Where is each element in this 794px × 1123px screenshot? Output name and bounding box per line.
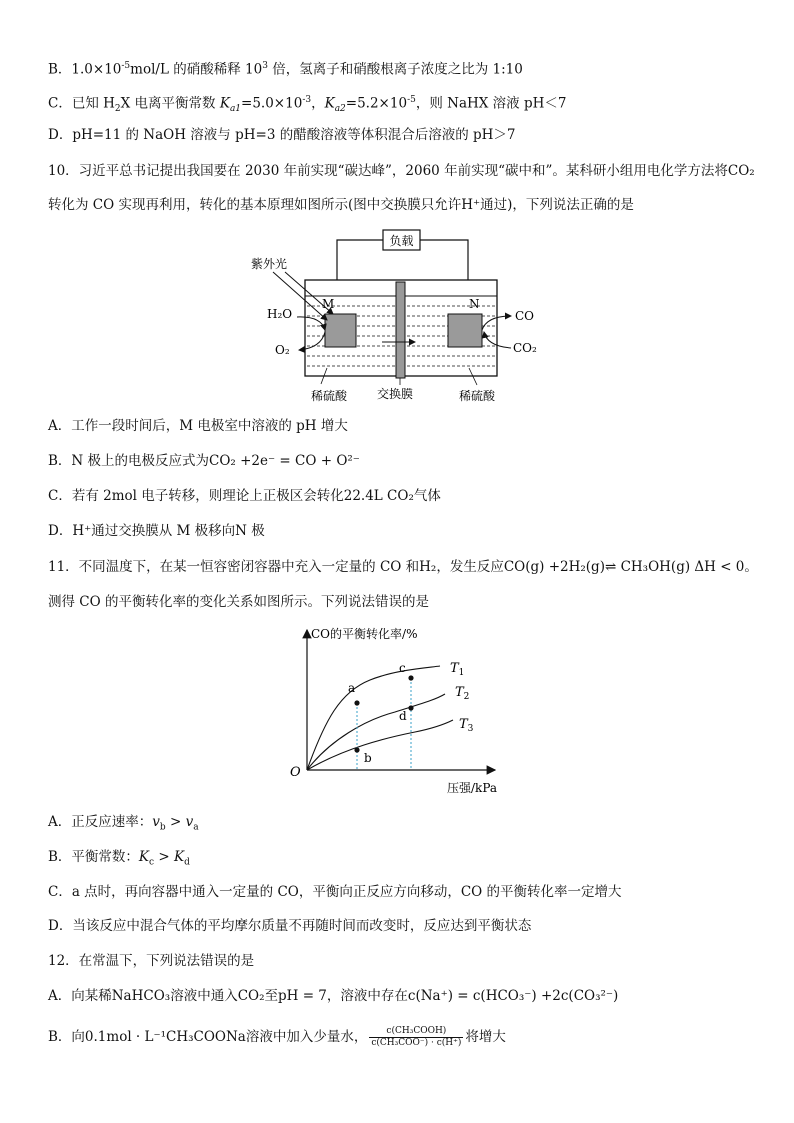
acid-right-label: 稀硫酸 [459,389,496,403]
q11-stem-line1: 11．不同温度下，在某一恒容密闭容器中充入一定量的 CO 和H₂，发生反应CO(g) +2H₂(g)⇌ CH₃OH(g) ΔH < 0。 [48,559,758,575]
electrode-m-label: M [322,297,335,311]
q10-option-a: A．工作一段时间后，M 电极室中溶液的 pH 增大 [48,418,348,434]
q11-option-a: A．正反应速率：$v_b > v_a$ [48,814,199,833]
q10-option-d: D．H⁺通过交换膜从 M 极移向N 极 [48,523,265,539]
co2-label: CO₂ [513,341,537,355]
y-axis-label: CO的平衡转化率/% [311,627,418,641]
o2-label: O₂ [275,343,290,357]
conversion-pressure-graph [285,620,515,805]
uv-light-label: 紫外光 [251,257,288,271]
acid-left-label: 稀硫酸 [311,389,348,403]
fraction: $\frac{\text{c(CH₃COOH)}}{\text{c(CH₃COO⁻) · c(H⁺)}}$ [371,1026,462,1048]
h2o-label: H₂O [267,307,293,321]
point-b-label: b [364,751,372,765]
q11-option-b: B．平衡常数：$K_c > K_d$ [48,849,190,868]
q12-option-b: B．向0.1mol · L⁻¹CH₃COONa溶液中加入少量水， $\frac{\text{c(CH₃COOH)}}{\text{c(CH₃COO⁻) · c(H⁺)}}$ 将增大 [48,1026,506,1048]
q11-stem-line2: 测得 CO 的平衡转化率的变化关系如图所示。下列说法错误的是 [48,594,429,610]
point-d-label: d [399,709,407,723]
point-d [408,705,413,710]
q12-stem: 12．在常温下，下列说法错误的是 [48,953,255,969]
q10-stem-line2: 转化为 CO 实现再利用，转化的基本原理如图所示(图中交换膜只允许H⁺通过)，下列说法正确的是 [48,197,634,213]
point-c-label: c [399,661,406,675]
q11-option-d: D．当该反应中混合气体的平均摩尔质量不再随时间而改变时，反应达到平衡状态 [48,918,532,934]
curve-t2 [307,694,445,770]
electrode-n-label: N [469,297,480,311]
q9-option-b: B．$1.0\times 10^{-5}mol/L$ 的硝酸稀释 $10^3$ 倍，氢离子和硝酸根离子浓度之比为 1:10 [48,61,523,78]
q9-option-d: D．pH=11 的 NaOH 溶液与 pH=3 的醋酸溶液等体积混合后溶液的 pH＞7 [48,127,516,143]
q9-option-c: C．已知 $H_2X$ 电离平衡常数 $K_{a1}=5.0\times 10^{-3}$，$K_{a2}=5.2\times 10^{-5}$，则 NaHX 溶液 pH＜7 [48,95,567,115]
point-b [354,747,359,752]
curve-t3 [307,720,453,770]
q10-option-b: B．N 极上的电极反应式为CO₂ +2e⁻ = CO + O²⁻ [48,453,360,469]
x-axis-label: 压强/kPa [447,781,498,795]
q12-option-a: A．向某稀NaHCO₃溶液中通入CO₂至pH = 7，溶液中存在c(Na⁺) = c(HCO₃⁻) +2c(CO₃²⁻) [48,988,619,1004]
curve-t1 [307,666,440,770]
q10-option-c: C．若有 2mol 电子转移，则理论上正极区会转化22.4L CO₂气体 [48,488,441,504]
point-a [354,700,359,705]
point-a-label: a [348,681,356,695]
series-t1-label: $T_1$ [450,661,465,678]
series-t2-label: $T_2$ [455,685,470,702]
load-label: 负载 [389,234,414,248]
q10-stem-line1: 10．习近平总书记提出我国要在 2030 年前实现“碳达峰”，2060 年前实现“碳中和”。某科研小组用电化学方法将CO₂ [48,163,755,179]
co-label: CO [515,309,535,323]
electrode-n [448,314,482,347]
origin-label: O [290,765,301,780]
point-c [408,675,413,680]
electrode-m [325,314,356,347]
membrane-label: 交换膜 [377,387,414,401]
series-t3-label: $T_3$ [459,717,474,734]
q11-option-c: C．a 点时，再向容器中通入一定量的 CO，平衡向正反应方向移动，CO 的平衡转化率一定增大 [48,884,622,900]
exchange-membrane [396,282,405,378]
electrolysis-cell-diagram [251,228,545,410]
